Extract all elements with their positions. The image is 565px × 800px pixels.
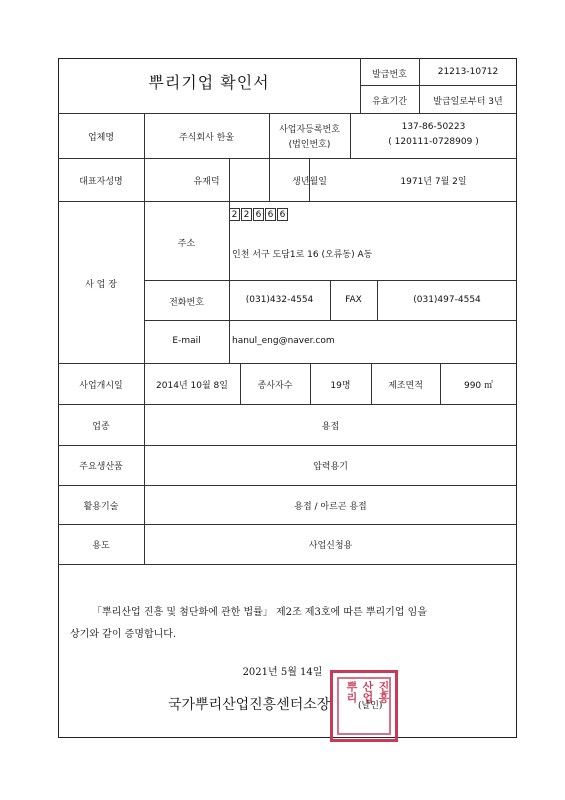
employees-label: 종사자수	[257, 381, 293, 391]
company-name-value: 주식회사 한울	[178, 133, 235, 143]
business-site-label: 사 업 장	[85, 280, 117, 290]
main-product-label: 주요생산품	[79, 462, 123, 472]
main-product-value: 압력용기	[313, 462, 348, 472]
fax-label: FAX	[345, 295, 362, 305]
postal-digit: 2	[241, 208, 252, 221]
birth-label: 생년월일	[292, 177, 327, 187]
biz-reg-value: 137-86-50223	[401, 122, 466, 132]
start-date-value: 2014년 10월 8일	[156, 381, 228, 391]
company-name-label: 업체명	[87, 133, 115, 143]
ceo-label: 대표자성명	[79, 177, 123, 187]
divider	[144, 320, 517, 321]
area-value: 990 ㎡	[463, 381, 494, 391]
address-label: 주소	[177, 239, 196, 249]
birth-value: 1971년 7월 2일	[400, 177, 467, 187]
divider	[229, 201, 230, 363]
divider	[58, 158, 517, 159]
technology-value: 용접 / 아르곤 용접	[294, 502, 367, 512]
technology-label: 활용기술	[83, 502, 119, 512]
divider	[58, 113, 517, 114]
postal-code	[229, 208, 288, 221]
issuer-name: 국가뿌리산업진흥센터소장	[168, 697, 331, 713]
divider	[360, 85, 517, 86]
area-label: 제조면적	[388, 381, 423, 391]
postal-digit: 2	[229, 208, 240, 221]
email-label: E-mail	[172, 336, 201, 346]
address-value: 인천 서구 도담1로 16 (오류동) A동	[232, 250, 373, 260]
issue-date: 2021년 5월 14일	[242, 667, 323, 678]
issue-number-value: 21213-10712	[437, 67, 499, 77]
postal-digit: 6	[277, 208, 288, 221]
phone-value: (031)432-4554	[245, 295, 314, 305]
biz-reg-label: 사업자등록번호	[279, 125, 340, 135]
divider	[350, 113, 351, 158]
divider	[58, 524, 517, 525]
postal-digit: 6	[253, 208, 264, 221]
divider	[58, 564, 517, 565]
ceo-value: 유재덕	[193, 177, 220, 187]
validity-value: 발급일로부터 3년	[433, 97, 503, 107]
divider	[58, 404, 517, 405]
issue-number-label: 발급번호	[372, 70, 407, 80]
industry-value: 용접	[321, 422, 340, 432]
divider	[58, 445, 517, 446]
email-value: hanul_eng@naver.com	[232, 336, 335, 346]
postal-digit: 6	[265, 208, 276, 221]
certification-statement-line2: 상기와 같이 증명합니다.	[70, 629, 177, 640]
document-title: 뿌리기업 확인서	[148, 73, 270, 92]
official-seal: 뿌리 산업 진흥	[330, 670, 398, 742]
certification-statement-line1: 「뿌리산업 진흥 및 첨단화에 관한 법률」 제2조 제3호에 따른 뿌리기업 임을	[92, 607, 427, 618]
divider	[58, 363, 517, 364]
divider	[58, 201, 517, 202]
corp-no-value: ( 120111-0728909 )	[388, 137, 479, 147]
seal-mark: (날인)	[358, 701, 383, 711]
purpose-label: 용도	[92, 541, 110, 551]
employees-value: 19명	[330, 381, 351, 391]
start-date-label: 사업개시일	[79, 381, 123, 391]
corp-no-label: (법인번호)	[288, 140, 331, 150]
fax-value: (031)497-4554	[413, 295, 481, 305]
divider	[58, 485, 517, 486]
industry-label: 업종	[92, 422, 110, 432]
purpose-value: 사업신청용	[308, 541, 353, 551]
validity-label: 유효기간	[372, 97, 407, 107]
phone-label: 전화번호	[169, 298, 204, 308]
